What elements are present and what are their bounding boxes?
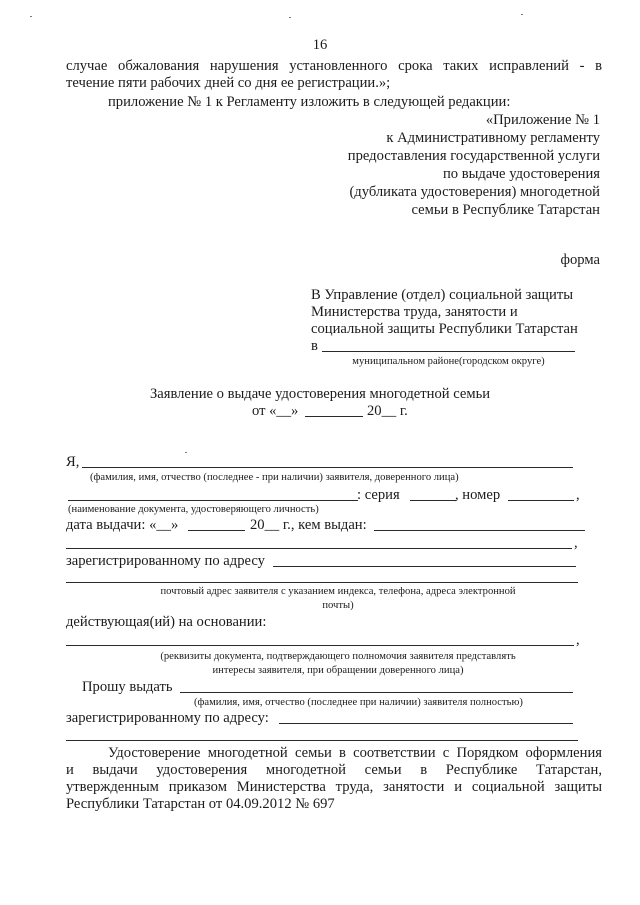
municipality-field[interactable] bbox=[322, 351, 575, 352]
closing-line-4: Республики Татарстан от 04.09.2012 № 697 bbox=[66, 796, 335, 812]
applicant-fio-field[interactable] bbox=[82, 467, 573, 468]
series-label: : серия bbox=[357, 487, 400, 503]
request-label: Прошу выдать bbox=[82, 679, 173, 695]
closing-line-1: Удостоверение многодетной семьи в соответствии с Порядком оформления bbox=[108, 745, 602, 761]
fio-caption: (фамилия, имя, отчество (последнее - при наличии) заявителя, доверенного лица) bbox=[90, 472, 459, 483]
request-fio-field[interactable] bbox=[180, 692, 573, 693]
basis-caption-1: (реквизиты документа, подтверждающего полномочия заявителя представлять bbox=[160, 651, 516, 662]
appendix-line: (дубликата удостоверения) многодетной bbox=[349, 184, 600, 200]
appendix-line: «Приложение № 1 bbox=[485, 112, 600, 128]
intro-line-1: случае обжалования нарушения установленного срока таких исправлений - в bbox=[66, 58, 602, 74]
comma: , bbox=[574, 535, 578, 551]
issue-month-field[interactable] bbox=[188, 530, 245, 531]
postal-caption-2: почты) bbox=[322, 600, 354, 611]
comma: , bbox=[576, 487, 580, 503]
issue-date-label: дата выдачи: «__» bbox=[66, 517, 179, 533]
scan-speck bbox=[521, 14, 523, 15]
number-label: , номер bbox=[455, 487, 501, 503]
doc-caption: (наименование документа, удостоверяющего личность) bbox=[68, 504, 319, 515]
acting-label: действующая(ий) на основании: bbox=[66, 614, 267, 630]
addressee-line-1: В Управление (отдел) социальной защиты bbox=[311, 287, 574, 303]
scan-speck bbox=[185, 452, 187, 453]
title-date-month-field[interactable] bbox=[305, 416, 363, 417]
registered2-field-cont[interactable] bbox=[66, 740, 578, 741]
postal-address-field[interactable] bbox=[66, 582, 578, 583]
appendix-line: предоставления государственной услуги bbox=[347, 148, 600, 164]
registered-label: зарегистрированному по адресу bbox=[66, 553, 265, 569]
issued-by-field[interactable] bbox=[374, 530, 585, 531]
municipality-caption: муниципальном районе(городском округе) bbox=[352, 356, 545, 367]
issued-by-field-cont[interactable] bbox=[66, 548, 572, 549]
comma: , bbox=[576, 632, 580, 648]
closing-line-2: и выдачи удостоверения многодетной семьи в Республике Татарстан, bbox=[66, 762, 602, 778]
title-date-prefix: от «__» bbox=[252, 403, 299, 419]
registered-address-field[interactable] bbox=[273, 566, 576, 567]
series-field[interactable] bbox=[410, 500, 456, 501]
closing-line-3: утвержденным приказом Министерства труда, занятости и социальной защиты bbox=[66, 779, 602, 795]
i-label: Я, bbox=[66, 454, 80, 470]
title-date-year: 20__ г. bbox=[367, 403, 408, 419]
addressee-line-2: Министерства труда, занятости и bbox=[311, 304, 518, 320]
request-caption: (фамилия, имя, отчество (последнее при наличии) заявителя полностью) bbox=[194, 697, 523, 708]
appendix-line: семьи в Республике Татарстан bbox=[411, 202, 600, 218]
registered2-label: зарегистрированному по адресу: bbox=[66, 710, 269, 726]
form-label: форма bbox=[560, 252, 600, 268]
basis-caption-2: интересы заявителя, при обращении доверенного лица) bbox=[212, 665, 464, 676]
registered2-field[interactable] bbox=[279, 723, 573, 724]
addressee-prefix: в bbox=[311, 338, 318, 354]
number-field[interactable] bbox=[508, 500, 574, 501]
document-title: Заявление о выдаче удостоверения многодетной семьи bbox=[149, 386, 491, 402]
scan-speck bbox=[289, 17, 291, 18]
addressee-line-3: социальной защиты Республики Татарстан bbox=[311, 321, 578, 337]
intro-line-3: приложение № 1 к Регламенту изложить в следующей редакции: bbox=[108, 94, 511, 110]
id-document-field[interactable] bbox=[68, 500, 358, 501]
appendix-line: к Административному регламенту bbox=[386, 130, 600, 146]
issue-year-label: 20__ г., кем выдан: bbox=[250, 517, 367, 533]
basis-field[interactable] bbox=[66, 645, 574, 646]
appendix-line: по выдаче удостоверения bbox=[442, 166, 600, 182]
intro-line-2: течение пяти рабочих дней со дня ее регистрации.»; bbox=[66, 75, 391, 91]
postal-caption-1: почтовый адрес заявителя с указанием индекса, телефона, адреса электронной bbox=[160, 586, 516, 597]
scan-speck bbox=[30, 16, 32, 17]
page-number: 16 bbox=[312, 37, 328, 53]
